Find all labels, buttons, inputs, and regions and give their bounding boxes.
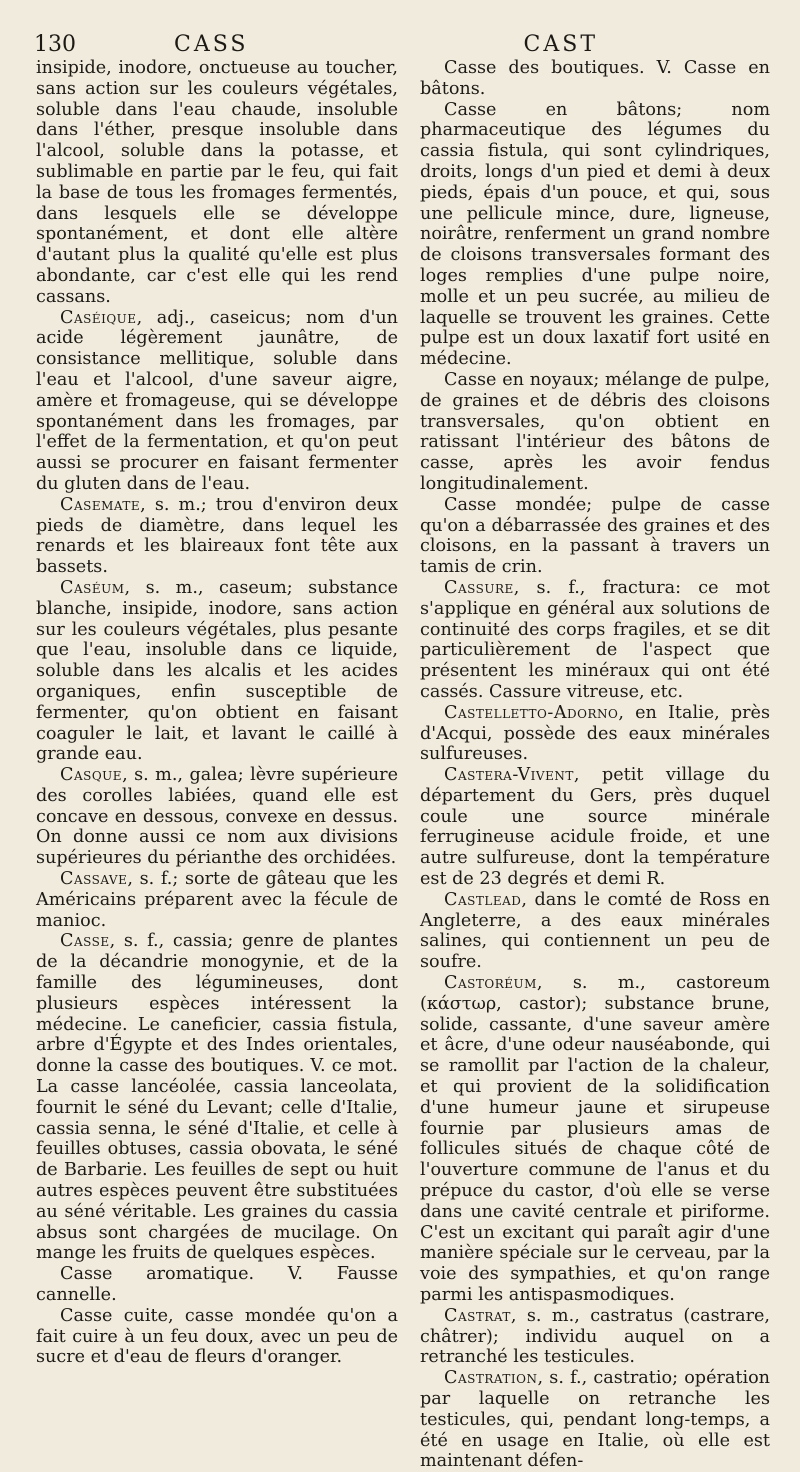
entry-text: Casse mondée; pulpe de casse qu'on a débarrassée des graines et des cloisons, en la passant à travers un tamis de crin. <box>420 494 770 578</box>
entry-headword: Castrat <box>444 1305 511 1326</box>
page-number: 130 <box>34 32 76 57</box>
entry-text: , s. f.; sorte de gâteau que les Américains préparent avec la fécule de manioc. <box>36 869 398 931</box>
entry-text: , s. m., castratus (castrare, châtrer); individu auquel on a retranché les testicules. <box>420 1305 770 1368</box>
entry-headword: Castration <box>444 1368 538 1389</box>
dictionary-entry <box>420 578 770 703</box>
entry-text: , s. m., galea; lèvre supérieure des corolles labiées, quand elle est concave en dessous, convexe en dessus. On donne aussi ce nom aux divisions supérieures du périanthe des orchidées. <box>36 765 398 869</box>
entry-text: Casse cuite, casse mondée qu'on a fait cuire à un feu doux, avec un peu de sucre et d'eau de fleurs d'oranger. <box>36 1305 398 1368</box>
dictionary-entry <box>420 703 770 765</box>
entry-text: , adj., caseicus; nom d'un acide légèrement jaunâtre, de consistance mellitique, soluble dans l'eau et l'alcool, d'une saveur aigre, amère et fromageuse, qui se développe spontanément dans les fromages, par l'effet de la fermentation, et qu'on peut aussi se procurer en faisant fermenter du gluten dans de l'eau. <box>36 307 398 494</box>
entry-text: Casse en bâtons; nom pharmaceutique des légumes du cassia fistula, qui sont cylindriques, droits, longs d'un pied et demi à deux pieds, épais d'un pouce, et qui, sous une pellicule mince, dure, ligneuse, noirâtre, renferment un grand nombre de cloisons transversales formant des loges remplies d'une pulpe noire, molle et un peu sucrée, au milieu de laquelle se trouvent les graines. Cette pulpe est un doux laxatif fort usité en médecine. <box>420 99 770 370</box>
dictionary-entry <box>420 765 770 890</box>
entry-headword: Castera-Vivent <box>444 765 574 786</box>
entry-headword: Castoréum <box>444 973 537 994</box>
entry-headword: Castlead <box>444 889 522 910</box>
dictionary-entry <box>36 765 398 869</box>
entry-text: , petit village du département du Gers, près duquel coule une source minérale ferrugineuse acidule froide, et une autre sulfureuse, dont la température est de 23 degrés et demi R. <box>420 765 770 890</box>
entry-text: , dans le comté de Ross en Angleterre, a des eaux minérales salines, qui contiennent un peu de soufre. <box>420 889 770 973</box>
entry-text: Casse en noyaux; mélange de pulpe, de graines et de débris des cloisons transversales, qu'on obtient en ratissant l'intérieur des bâtons de casse, après les avoir fendus longitudinalement. <box>420 369 770 494</box>
dictionary-entry <box>36 58 398 308</box>
entry-text: , s. m., caseum; substance blanche, insipide, inodore, sans action sur les couleurs végétales, plus pesante que l'eau, insoluble dans ce liquide, soluble dans les alcalis et les acides organiques, enfin susceptible de fermenter, qu'on obtient en faisant coaguler le lait, et lavant le caillé à grande eau. <box>36 577 398 765</box>
left-column <box>36 58 398 1368</box>
entry-text: Casse aromatique. V. Fausse cannelle. <box>36 1264 398 1306</box>
running-head-right: CAST <box>523 32 598 57</box>
dictionary-entry <box>36 1306 398 1368</box>
entry-text: insipide, inodore, onctueuse au toucher, sans action sur les couleurs végétales, soluble dans l'eau chaude, insoluble dans l'éther, presque insoluble dans l'alcool, soluble dans la potasse, et sublimable en partie par le feu, qui fait la base de tous les fromages fermentés, dans lesquels elle se développe spontanément, et dont elle altère d'autant plus la qualité qu'elle est plus abondante, car c'est elle qui les rend cassans. <box>36 58 398 307</box>
entry-text: Casse des boutiques. V. Casse en bâtons. <box>420 58 770 99</box>
entry-headword: Casque <box>60 765 123 786</box>
dictionary-entry <box>36 1264 398 1306</box>
entry-headword: Cassure <box>444 577 514 598</box>
entry-headword: Caséique <box>60 307 137 328</box>
dictionary-entry <box>420 890 770 973</box>
dictionary-entry <box>36 308 398 495</box>
entry-headword: Castelletto-Adorno <box>444 702 619 723</box>
dictionary-entry <box>36 931 398 1264</box>
entry-text: , s. f., fractura: ce mot s'applique en général aux solutions de continuité des corps fragiles, et se dit particulièrement de l'aspect que présentent les minéraux qui ont été cassés. Cassure vitreuse, etc. <box>420 577 770 702</box>
entry-headword: Casemate <box>60 494 141 515</box>
dictionary-entry <box>36 578 398 765</box>
entry-text: , s. m.; trou d'environ deux pieds de diamètre, dans lequel les renards et les blaireaux font tête aux bassets. <box>36 494 398 578</box>
dictionary-entry <box>420 100 770 370</box>
entry-headword: Caséum <box>60 577 125 598</box>
entry-text: , s. f., castratio; opération par laquelle on retranche les testicules, qui, pendant long-temps, a été en usage en Italie, où elle est maintenant défen- <box>420 1368 770 1472</box>
dictionary-entry <box>420 973 770 1306</box>
entry-text: , s. f., cassia; genre de plantes de la décandrie monogynie, et de la famille des légumineuses, dont plusieurs espèces intéressent la médecine. Le caneficier, cassia fistula, arbre d'Égypte et des Indes orientales, donne la casse des boutiques. V. ce mot. La casse lancéolée, cassia lanceolata, fournit le séné du Levant; celle d'Italie, cassia senna, le séné d'Italie, et celle à feuilles obtuses, cassia obovata, le séné de Barbarie. Les feuilles de sept ou huit autres espèces peuvent être substituées au séné véritable. Les graines du cassia absus sont chargées de mucilage. On mange les fruits de quelques espèces. <box>36 931 398 1264</box>
dictionary-entry <box>420 1306 770 1368</box>
dictionary-entry <box>420 1368 770 1472</box>
dictionary-entry <box>36 869 398 931</box>
dictionary-entry <box>36 495 398 578</box>
dictionary-entry <box>420 370 770 495</box>
running-head-left: CASS <box>174 32 249 57</box>
entry-headword: Cassave <box>60 869 128 890</box>
right-column <box>420 58 770 1472</box>
entry-headword: Casse <box>60 931 110 952</box>
dictionary-entry <box>420 58 770 100</box>
entry-text: , s. m., castoreum (κάστωρ, castor); substance brune, solide, cassante, d'une saveur amère et âcre, d'une odeur nauséabonde, qui se ramollit par l'action de la chaleur, et qui provient de la solidification d'une humeur jaune et sirupeuse fournie par plusieurs amas de follicules situés de chaque côté de l'ouverture commune de l'anus et du prépuce du castor, d'où elle se verse dans une cavité centrale et piriforme. C'est un excitant qui paraît agir d'une manière spéciale sur le cerveau, par la voie des sympathies, et qu'on range parmi les antispasmodiques. <box>420 973 770 1306</box>
dictionary-entry <box>420 495 770 578</box>
entry-text: , en Italie, près d'Acqui, possède des eaux minérales sulfureuses. <box>420 702 770 765</box>
